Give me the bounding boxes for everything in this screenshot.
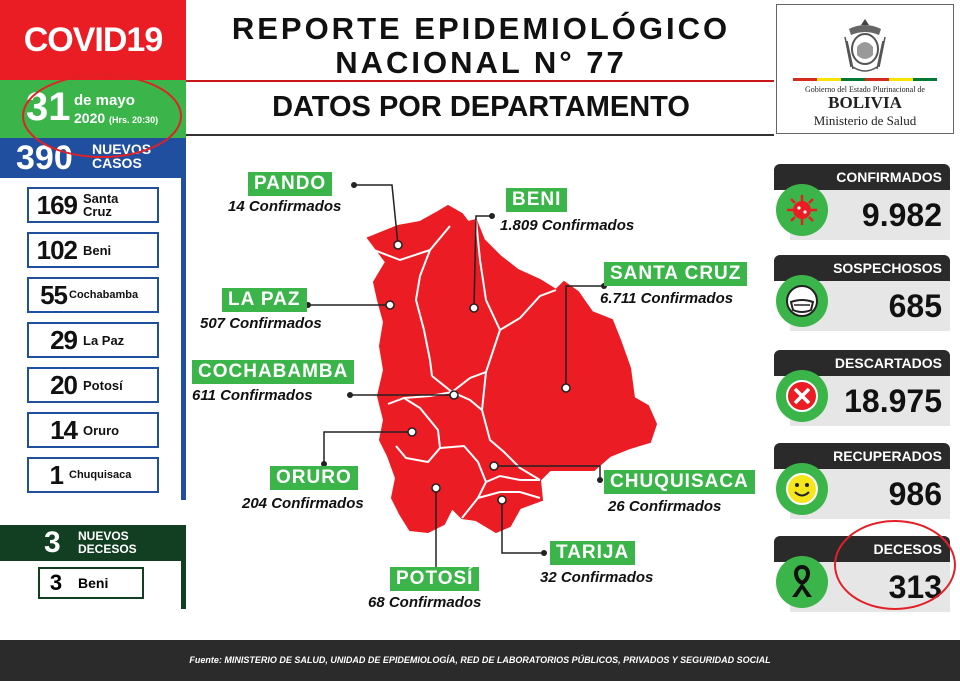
- new-deaths-label-1: NUEVOS: [78, 529, 129, 543]
- label-beni: BENI: [506, 188, 567, 212]
- confirmed-pando: 14 Confirmados: [228, 198, 342, 215]
- confirmed-santa-cruz: 6.711 Confirmados: [600, 290, 734, 307]
- death-dept-name: Beni: [78, 575, 109, 591]
- dept-name: Chuquisaca: [69, 468, 132, 481]
- dept-count: 20: [50, 369, 77, 400]
- stat-label: DESCARTADOS: [774, 350, 950, 376]
- dot-tarija: [541, 550, 547, 556]
- label-chuquisaca: CHUQUISACA: [604, 470, 755, 494]
- confirmed-cochabamba: 611 Confirmados: [192, 387, 313, 404]
- dot-lapaz-end: [386, 301, 394, 309]
- new-deaths-count: 3: [44, 526, 61, 559]
- footer-source: Fuente: MINISTERIO DE SALUD, UNIDAD DE EPIDEMIOLOGÍA, RED DE LABORATORIOS PÚBLICOS, PRIVADOS Y SEGURIDAD SOCIAL: [0, 640, 960, 681]
- dot-potosi-end: [432, 484, 440, 492]
- dept-name: La Paz: [83, 332, 125, 348]
- label-la-paz: LA PAZ: [222, 288, 307, 312]
- dept-count: 169: [36, 189, 77, 220]
- confirmed-potosi: 68 Confirmados: [368, 594, 482, 611]
- label-oruro: ORURO: [270, 466, 358, 490]
- label-santa-cruz: SANTA CRUZ: [604, 262, 747, 286]
- label-tarija: TARIJA: [550, 541, 635, 565]
- x-mark-glyph: [784, 378, 820, 414]
- face-mask-glyph: [783, 282, 821, 320]
- mourning-ribbon-glyph: [784, 563, 820, 601]
- x-mark-icon: [776, 370, 828, 422]
- dept-name: Oruro: [83, 422, 120, 438]
- dot-santacruz-end: [562, 384, 570, 392]
- dot-chuquisaca-end: [490, 462, 498, 470]
- stat-descartados: [774, 350, 950, 430]
- dept-name-line2: Cruz: [83, 204, 112, 219]
- new-cases-label-1: NUEVOS: [92, 141, 152, 157]
- confirmed-oruro: 204 Confirmados: [242, 495, 364, 512]
- new-cases-count: 390: [16, 139, 73, 177]
- label-potosi: POTOSÍ: [390, 567, 479, 591]
- dept-count: 1: [49, 459, 63, 490]
- smiley-icon: [776, 463, 828, 515]
- dept-name-line1: Santa: [83, 191, 119, 206]
- stat-label: SOSPECHOSOS: [774, 255, 950, 281]
- label-pando: PANDO: [248, 172, 332, 196]
- report-title-line2: NACIONAL N° 77: [335, 45, 627, 80]
- new-deaths-label-2: DECESOS: [78, 542, 137, 556]
- dot-beni: [489, 213, 495, 219]
- date-day: 31: [26, 85, 71, 129]
- date-hours: (Hrs. 20:30): [109, 115, 159, 125]
- dept-count: 102: [36, 234, 77, 265]
- brand-label: COVID19: [23, 20, 163, 59]
- dot-cochabamba-end: [450, 391, 458, 399]
- dot-chuquisaca: [597, 477, 603, 483]
- mourning-ribbon-icon: [776, 556, 828, 608]
- dept-name: Cochabamba: [69, 288, 139, 301]
- stat-recuperados: [774, 443, 950, 523]
- dept-count: 29: [50, 324, 77, 355]
- new-cases-label-2: CASOS: [92, 155, 142, 171]
- dot-tarija-end: [498, 496, 506, 504]
- dept-name: Beni: [83, 242, 112, 258]
- confirmed-beni: 1.809 Confirmados: [500, 217, 635, 234]
- stat-value: 9.982: [790, 190, 950, 240]
- stat-value: 986: [790, 469, 950, 519]
- virus-glyph: [784, 192, 820, 228]
- dept-count: 55: [40, 279, 67, 310]
- face-mask-icon: [776, 275, 828, 327]
- dot-oruro-end: [408, 428, 416, 436]
- stat-label: DECESOS: [774, 536, 950, 562]
- deaths-highlight-circle: [834, 520, 956, 610]
- dot-cochabamba: [347, 392, 353, 398]
- report-subtitle: DATOS POR DEPARTAMENTO: [272, 91, 690, 123]
- date-month: de mayo: [74, 92, 135, 109]
- stat-sospechosos: [774, 255, 950, 335]
- report-title-line1: REPORTE EPIDEMIOLÓGICO: [231, 11, 731, 46]
- dot-beni-end: [470, 304, 478, 312]
- confirmed-tarija: 32 Confirmados: [540, 569, 654, 586]
- stat-value: 18.975: [790, 376, 950, 426]
- stat-confirmados: [774, 164, 950, 244]
- stat-value: 685: [790, 281, 950, 331]
- stat-label: CONFIRMADOS: [774, 164, 950, 190]
- date-year-value: 2020: [74, 110, 106, 126]
- death-count: 3: [49, 570, 63, 595]
- confirmed-la-paz: 507 Confirmados: [200, 315, 322, 332]
- dot-pando-end: [394, 241, 402, 249]
- ministry-country: BOLIVIA: [828, 93, 902, 112]
- virus-icon: [776, 184, 828, 236]
- label-cochabamba: COCHABAMBA: [192, 360, 354, 384]
- confirmed-chuquisaca: 26 Confirmados: [608, 498, 722, 515]
- stat-value: 313: [790, 562, 950, 612]
- smiley-glyph: [784, 471, 820, 507]
- stat-label: RECUPERADOS: [774, 443, 950, 469]
- ministry-name: Ministerio de Salud: [813, 113, 917, 128]
- dept-name: Potosí: [83, 377, 123, 393]
- ministry-state: Gobierno del Estado Plurinacional de: [805, 85, 925, 94]
- dot-pando: [351, 182, 357, 188]
- dept-count: 14: [50, 414, 77, 445]
